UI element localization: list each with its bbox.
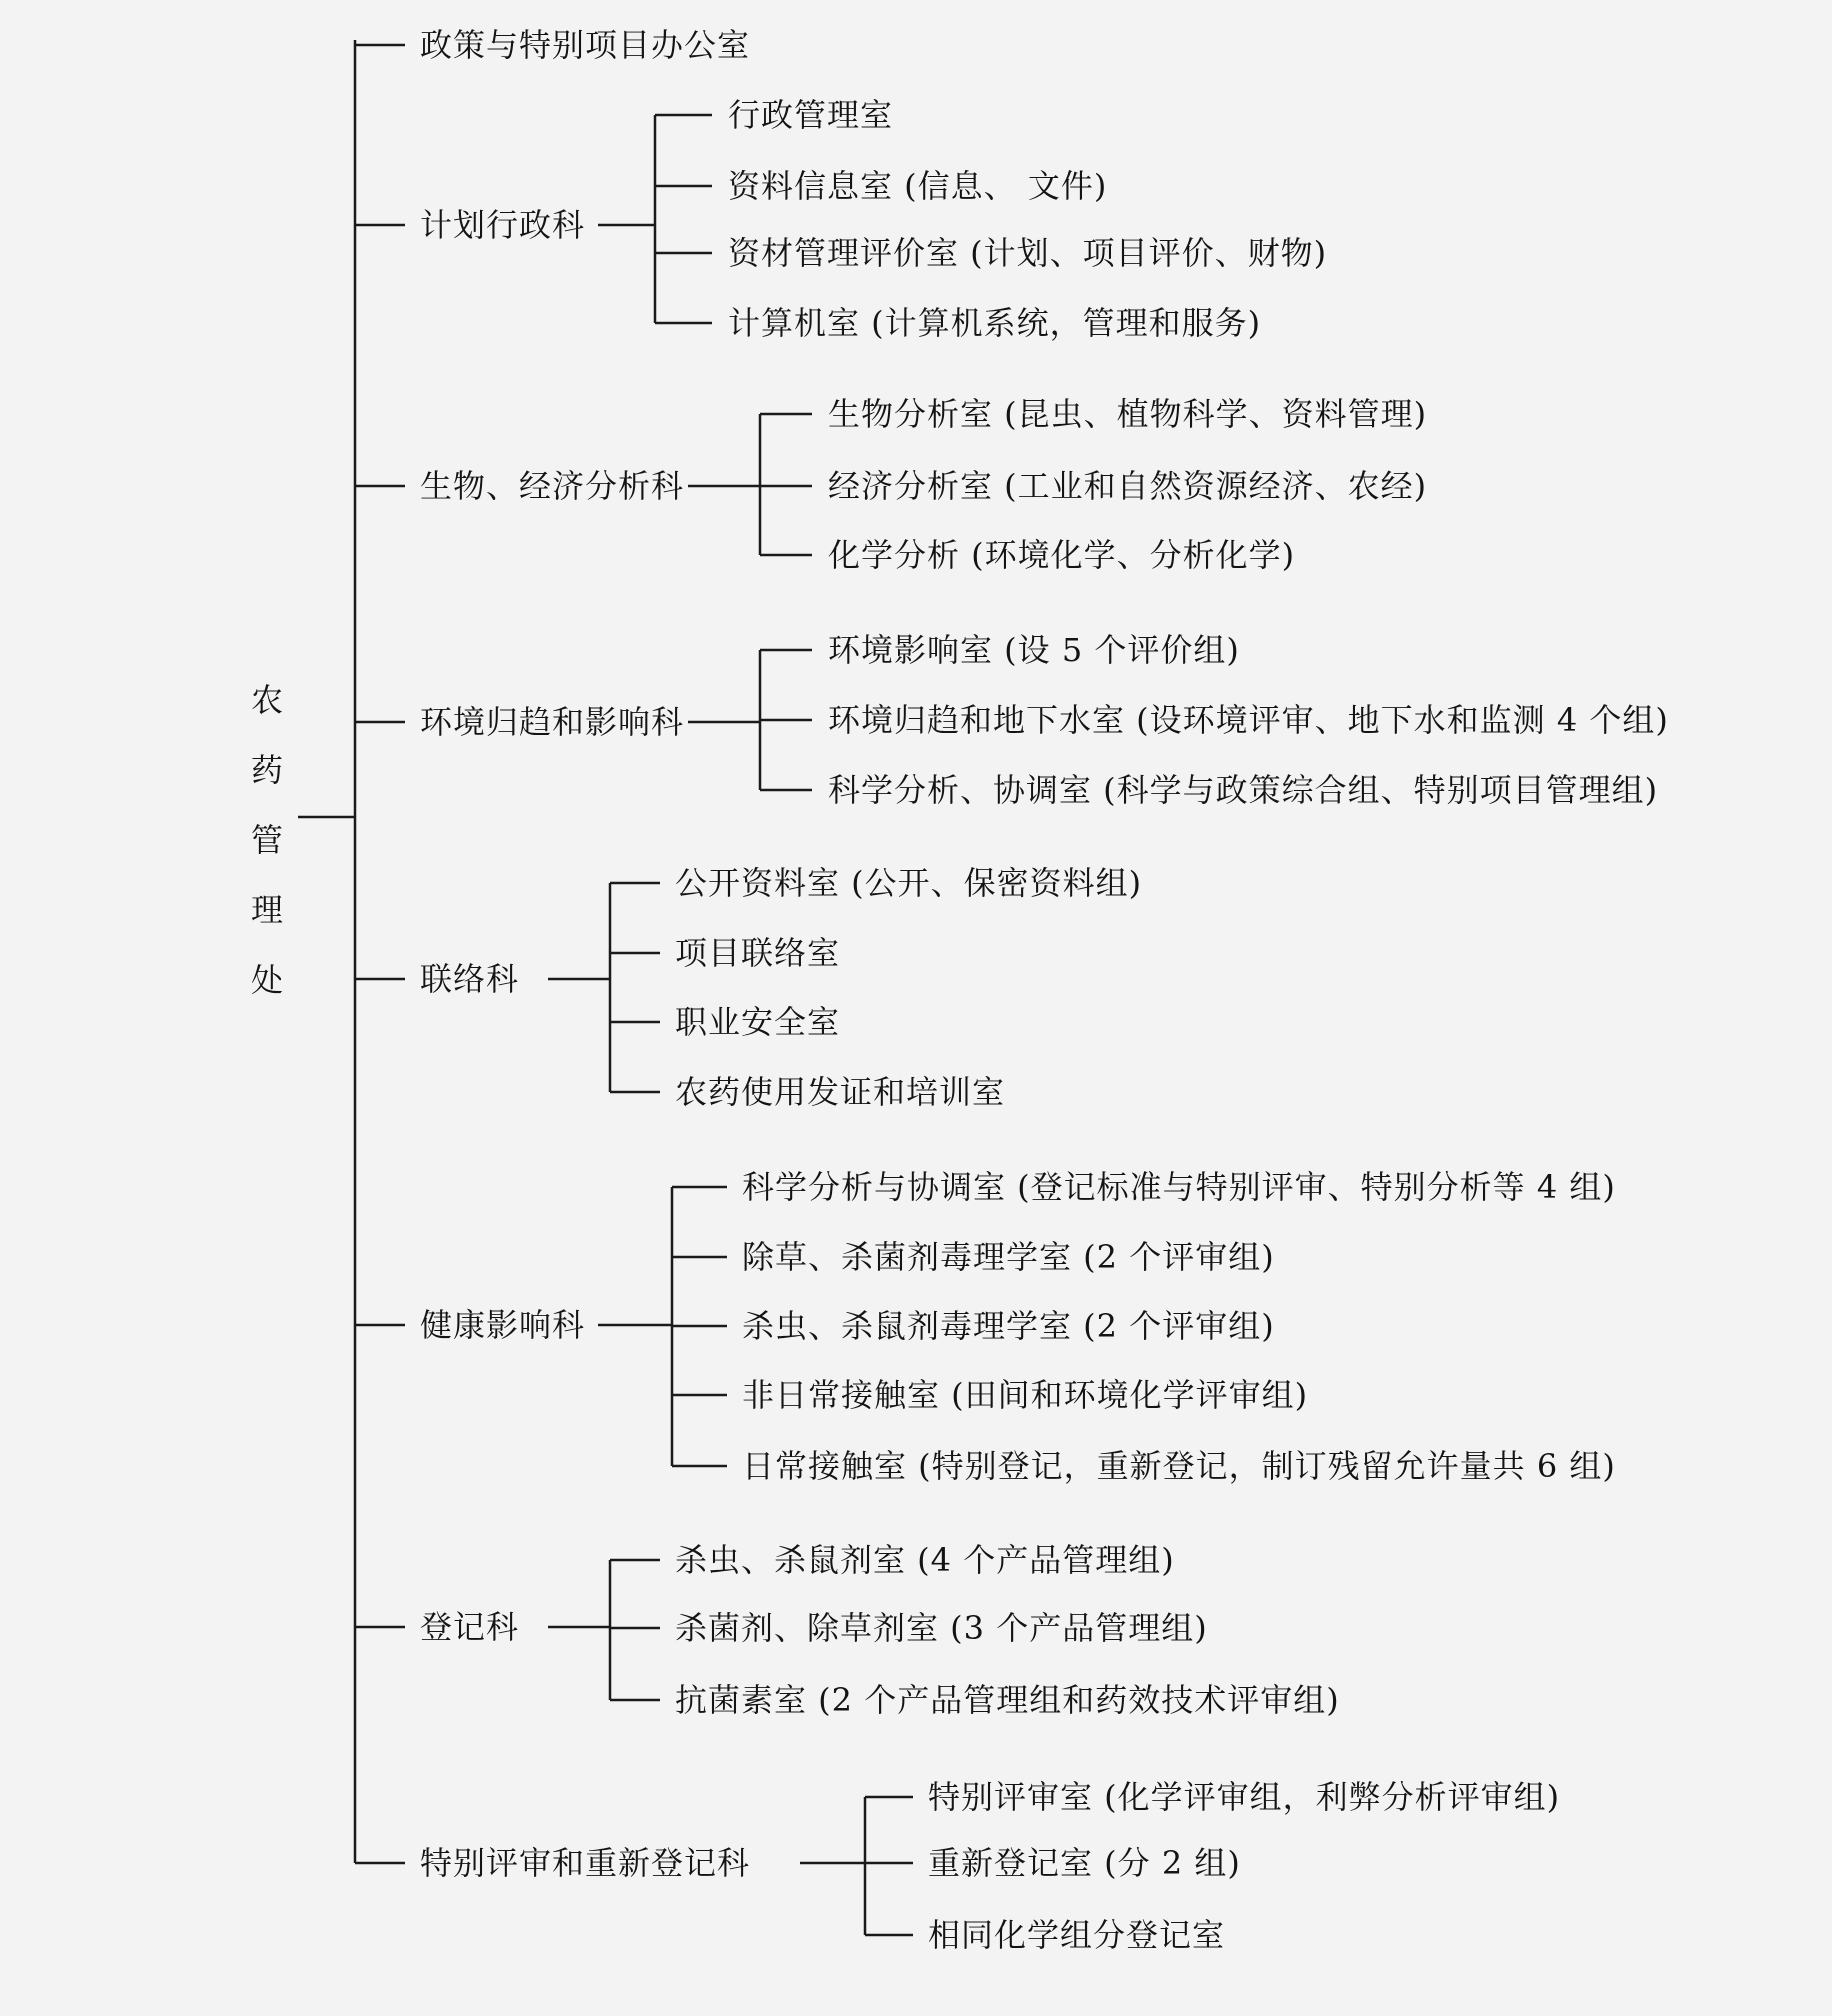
root-char: 农	[250, 681, 283, 719]
section-special-review-reregistration: 特别评审和重新登记科	[420, 1844, 751, 1882]
office-item: 非日常接触室 (田间和环境化学评审组)	[742, 1376, 1309, 1414]
office-item: 计算机室 (计算机系统，管理和服务)	[728, 304, 1262, 342]
office-item: 科学分析与协调室 (登记标准与特别评审、特别分析等 4 组)	[742, 1168, 1616, 1206]
root-char: 药	[250, 751, 283, 789]
section-bio-economic-analysis: 生物、经济分析科	[420, 467, 685, 505]
office-item: 职业安全室	[675, 1003, 841, 1041]
office-item: 生物分析室 (昆虫、植物科学、资料管理)	[828, 395, 1428, 433]
office-item: 日常接触室 (特别登记，重新登记，制订残留允许量共 6 组)	[742, 1447, 1616, 1485]
office-item: 特别评审室 (化学评审组，利弊分析评审组)	[928, 1778, 1561, 1816]
root-char: 管	[250, 821, 283, 859]
office-item: 抗菌素室 (2 个产品管理组和药效技术评审组)	[675, 1681, 1340, 1719]
office-item: 杀虫、杀鼠剂毒理学室 (2 个评审组)	[742, 1307, 1275, 1345]
section-liaison: 联络科	[420, 960, 520, 998]
root-char: 理	[250, 891, 283, 929]
office-item: 农药使用发证和培训室	[675, 1073, 1006, 1111]
office-item: 环境影响室 (设 5 个评价组)	[828, 631, 1240, 669]
office-item: 化学分析 (环境化学、分析化学)	[828, 536, 1296, 574]
office-item: 资材管理评价室 (计划、项目评价、财物)	[728, 234, 1328, 272]
office-item: 杀菌剂、除草剂室 (3 个产品管理组)	[675, 1609, 1208, 1647]
section-registration: 登记科	[420, 1608, 520, 1646]
office-item: 行政管理室	[728, 96, 894, 134]
office-item: 资料信息室 (信息、 文件)	[728, 167, 1108, 205]
root-node-pesticide-office	[245, 665, 289, 1015]
section-planning-admin: 计划行政科	[420, 206, 586, 244]
office-item: 环境归趋和地下水室 (设环境评审、地下水和监测 4 个组)	[828, 701, 1669, 739]
office-item: 公开资料室 (公开、保密资料组)	[675, 864, 1143, 902]
office-item: 科学分析、协调室 (科学与政策综合组、特别项目管理组)	[828, 771, 1659, 809]
office-item: 杀虫、杀鼠剂室 (4 个产品管理组)	[675, 1541, 1175, 1579]
section-policy-special-projects: 政策与特别项目办公室	[420, 26, 751, 64]
section-environmental-fate: 环境归趋和影响科	[420, 703, 685, 741]
section-health-effects: 健康影响科	[420, 1306, 586, 1344]
office-item: 除草、杀菌剂毒理学室 (2 个评审组)	[742, 1238, 1275, 1276]
office-item: 重新登记室 (分 2 组)	[928, 1844, 1241, 1882]
office-item: 经济分析室 (工业和自然资源经济、农经)	[828, 467, 1428, 505]
office-item: 相同化学组分登记室	[928, 1916, 1226, 1954]
office-item: 项目联络室	[675, 934, 841, 972]
root-char: 处	[250, 961, 283, 999]
